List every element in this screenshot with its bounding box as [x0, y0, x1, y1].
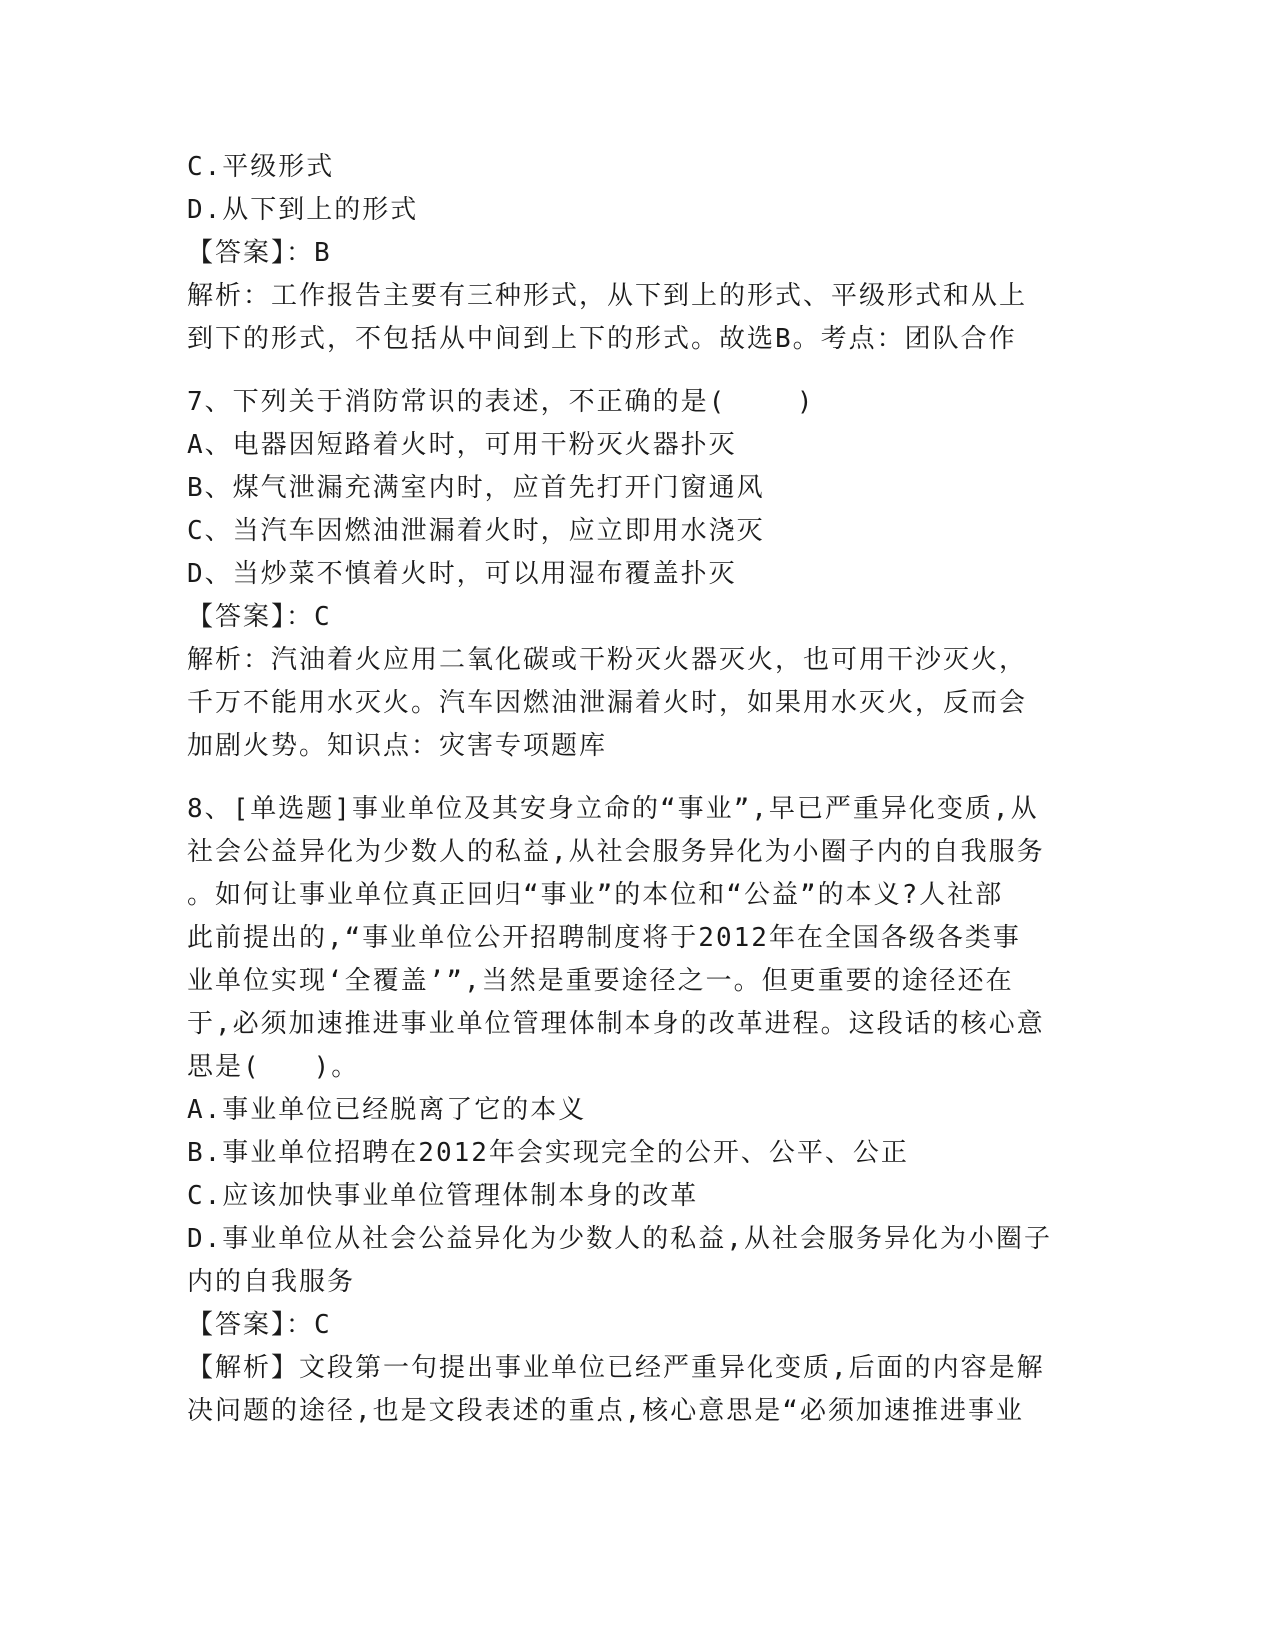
question-text: 。如何让事业单位真正回归“事业”的本位和“公益”的本义?人社部 — [187, 880, 1004, 910]
answer: 【答案】：C — [187, 602, 332, 632]
option-c: C.平级形式 — [187, 152, 335, 182]
question-text: 业单位实现‘全覆盖’”,当然是重要途径之一。但更重要的途径还在 — [187, 966, 1014, 996]
question-text: 此前提出的,“事业单位公开招聘制度将于2012年在全国各级各类事 — [187, 923, 1021, 953]
document-page — [187, 146, 1077, 1433]
question-text: 思是( )。 — [187, 1052, 360, 1082]
analysis-line: 加剧火势。知识点：灾害专项题库 — [187, 731, 608, 761]
analysis-line: 决问题的途径,也是文段表述的重点,核心意思是“必须加速推进事业 — [187, 1396, 1024, 1426]
question-6-tail — [187, 146, 1077, 361]
question-text: 7、下列关于消防常识的表述，不正确的是( ) — [187, 387, 815, 417]
answer: 【答案】：B — [187, 238, 332, 268]
option-d: D.事业单位从社会公益异化为少数人的私益,从社会服务异化为小圈子 — [187, 1224, 1052, 1254]
question-text: 社会公益异化为少数人的私益,从社会服务异化为小圈子内的自我服务 — [187, 837, 1045, 867]
question-text: 8、[单选题]事业单位及其安身立命的“事业”,早已严重异化变质,从 — [187, 794, 1039, 824]
answer: 【答案】：C — [187, 1310, 332, 1340]
option-b: B.事业单位招聘在2012年会实现完全的公开、公平、公正 — [187, 1138, 909, 1168]
option-c: C、当汽车因燃油泄漏着火时，应立即用水浇灭 — [187, 516, 765, 546]
option-a: A、电器因短路着火时，可用干粉灭火器扑灭 — [187, 430, 737, 460]
option-d-continued: 内的自我服务 — [187, 1267, 356, 1297]
spacer — [187, 361, 1077, 381]
spacer — [187, 768, 1077, 788]
option-b: B、煤气泄漏充满室内时，应首先打开门窗通风 — [187, 473, 765, 503]
option-d: D.从下到上的形式 — [187, 195, 419, 225]
question-7 — [187, 381, 1077, 768]
analysis-line: 到下的形式，不包括从中间到上下的形式。故选B。考点：团队合作 — [187, 324, 1017, 354]
analysis-line: 【解析】文段第一句提出事业单位已经严重异化变质,后面的内容是解 — [187, 1353, 1045, 1383]
option-a: A.事业单位已经脱离了它的本义 — [187, 1095, 587, 1125]
question-text: 于,必须加速推进事业单位管理体制本身的改革进程。这段话的核心意 — [187, 1009, 1045, 1039]
analysis-line: 千万不能用水灭火。汽车因燃油泄漏着火时，如果用水灭火，反而会 — [187, 688, 1028, 718]
analysis-line: 解析：工作报告主要有三种形式，从下到上的形式、平级形式和从上 — [187, 281, 1028, 311]
analysis-line: 解析：汽油着火应用二氧化碳或干粉灭火器灭火，也可用干沙灭火， — [187, 645, 1028, 675]
option-d: D、当炒菜不慎着火时，可以用湿布覆盖扑灭 — [187, 559, 737, 589]
option-c: C.应该加快事业单位管理体制本身的改革 — [187, 1181, 699, 1211]
question-8 — [187, 788, 1077, 1433]
